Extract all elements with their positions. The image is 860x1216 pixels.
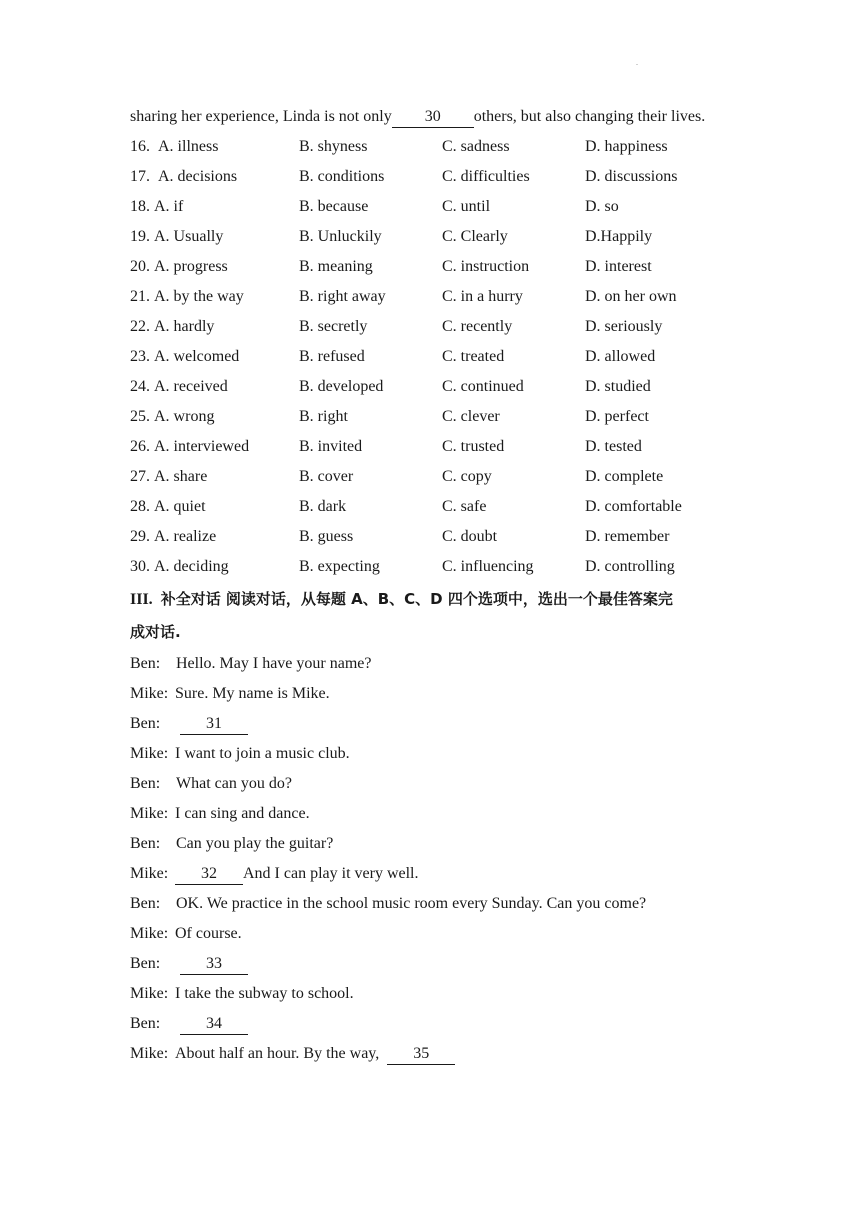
section-heading [130, 583, 730, 649]
question-number-and-option-a [130, 282, 244, 312]
option-c: C. safe [442, 498, 487, 515]
question-number: 17. [130, 168, 150, 185]
dialogue-text: I want to join a music club. [175, 745, 350, 762]
dialogue-line [130, 859, 730, 889]
answer-blank-30: 30 [392, 107, 474, 128]
question-number: 22. [130, 318, 150, 335]
question-row [130, 492, 730, 522]
option-c: C. instruction [442, 258, 530, 275]
question-row [130, 462, 730, 492]
question-number-and-option-a [130, 492, 206, 522]
option-c: C. until [442, 198, 491, 215]
question-number-and-option-a [130, 252, 228, 282]
dialogue-text: Of course. [175, 925, 242, 942]
section-title-line1: 补全对话 阅读对话，从每题 A、B、C、D 四个选项中，选出一个最佳答案完 [160, 590, 673, 608]
speaker-label: Ben: [130, 775, 161, 792]
option-a: A. interviewed [154, 438, 250, 455]
option-a: A. received [154, 378, 228, 395]
dialogue-text: I can sing and dance. [175, 805, 310, 822]
option-a: A. hardly [154, 318, 215, 335]
option-c: C. influencing [442, 558, 534, 575]
option-b: B. meaning [299, 258, 373, 275]
question-row [130, 252, 730, 282]
option-d: D. studied [585, 378, 651, 395]
option-d: D. seriously [585, 318, 663, 335]
option-b: B. right [299, 408, 348, 425]
option-c: C. clever [442, 408, 500, 425]
intro-text-before: sharing her experience, Linda is not only [130, 108, 392, 125]
option-d: D. interest [585, 258, 652, 275]
speaker-label: Mike: [130, 685, 169, 702]
speaker-label: Mike: [130, 745, 169, 762]
dialogue-line [130, 919, 730, 949]
question-number-and-option-a [130, 312, 214, 342]
option-c: C. sadness [442, 138, 510, 155]
option-b: B. guess [299, 528, 354, 545]
option-a: A. realize [154, 528, 217, 545]
dialogue-line [130, 649, 730, 679]
option-b: B. expecting [299, 558, 380, 575]
dialogue-line [130, 829, 730, 859]
option-b: B. because [299, 198, 369, 215]
option-a: A. quiet [154, 498, 206, 515]
speaker-label: Mike: [130, 925, 169, 942]
speaker-label: Mike: [130, 1045, 169, 1062]
question-number: 18. [130, 198, 150, 215]
speaker-label: Ben: [130, 895, 161, 912]
speaker-label: Ben: [130, 955, 161, 972]
speaker-label: Mike: [130, 805, 169, 822]
dialogue-line [130, 679, 730, 709]
question-number: 25. [130, 408, 150, 425]
speaker-label: Ben: [130, 655, 161, 672]
dialogue-line [130, 949, 730, 979]
option-d: D. so [585, 198, 619, 215]
question-number-and-option-a [130, 402, 214, 432]
option-b: B. cover [299, 468, 354, 485]
option-c: C. Clearly [442, 228, 508, 245]
question-number-and-option-a [130, 342, 239, 372]
option-c: C. trusted [442, 438, 505, 455]
answer-blank-32: 32 [175, 864, 243, 885]
option-b: B. dark [299, 498, 347, 515]
question-number-and-option-a [130, 552, 229, 582]
option-a: A. progress [154, 258, 228, 275]
option-a: A. Usually [154, 228, 224, 245]
option-d: D. controlling [585, 558, 675, 575]
question-row [130, 402, 730, 432]
dialogue-text: Hello. May I have your name? [176, 655, 372, 672]
option-b: B. refused [299, 348, 365, 365]
speaker-label: Ben: [130, 835, 161, 852]
option-b: B. Unluckily [299, 228, 382, 245]
dialogue-text: OK. We practice in the school music room every Sunday. Can you come? [176, 895, 647, 912]
question-number: 20. [130, 258, 150, 275]
dialogue [130, 649, 730, 1069]
dialogue-line [130, 1039, 730, 1069]
question-number-and-option-a [130, 432, 249, 462]
question-row [130, 372, 730, 402]
dialogue-line [130, 889, 730, 919]
option-a: A. illness [158, 138, 219, 155]
option-d: D. discussions [585, 168, 678, 185]
dialogue-text: I take the subway to school. [175, 985, 354, 1002]
question-number-and-option-a [130, 462, 207, 492]
question-row [130, 552, 730, 582]
dialogue-line [130, 1009, 730, 1039]
dialogue-text: Can you play the guitar? [176, 835, 334, 852]
question-number: 27. [130, 468, 150, 485]
answer-blank-33: 33 [180, 954, 248, 975]
option-b: B. secretly [299, 318, 368, 335]
question-row [130, 432, 730, 462]
option-a: A. wrong [154, 408, 215, 425]
option-b: B. developed [299, 378, 384, 395]
option-b: B. invited [299, 438, 363, 455]
document-body [130, 102, 730, 1069]
option-a: A. by the way [154, 288, 244, 305]
option-d: D. comfortable [585, 498, 682, 515]
question-number: 26. [130, 438, 150, 455]
dialogue-line [130, 979, 730, 1009]
option-a: A. if [154, 198, 184, 215]
dialogue-line [130, 739, 730, 769]
dialogue-line [130, 769, 730, 799]
page-mark: . [636, 58, 638, 67]
dialogue-text-after: And I can play it very well. [243, 865, 419, 882]
option-c: C. doubt [442, 528, 498, 545]
question-number-and-option-a [130, 162, 237, 192]
question-row [130, 192, 730, 222]
dialogue-text: About half an hour. By the way, [175, 1045, 380, 1062]
question-row [130, 222, 730, 252]
question-number: 28. [130, 498, 150, 515]
question-row [130, 132, 730, 162]
answer-blank-31: 31 [180, 714, 248, 735]
option-d: D. allowed [585, 348, 656, 365]
intro-paragraph [130, 102, 730, 132]
option-d: D.Happily [585, 228, 653, 245]
option-a: A. welcomed [154, 348, 240, 365]
dialogue-line [130, 799, 730, 829]
question-number-and-option-a [130, 222, 223, 252]
answer-blank-35: 35 [387, 1044, 455, 1065]
option-a: A. deciding [154, 558, 229, 575]
question-number: 16. [130, 138, 150, 155]
question-row [130, 522, 730, 552]
question-row [130, 282, 730, 312]
intro-text-after: others, but also changing their lives. [473, 108, 706, 125]
option-d: D. remember [585, 528, 670, 545]
option-c: C. continued [442, 378, 524, 395]
answer-blank-34: 34 [180, 1014, 248, 1035]
question-row [130, 312, 730, 342]
speaker-label: Mike: [130, 865, 169, 882]
option-d: D. on her own [585, 288, 677, 305]
option-d: D. happiness [585, 138, 668, 155]
question-number-and-option-a [130, 132, 218, 162]
question-number: 19. [130, 228, 150, 245]
option-c: C. difficulties [442, 168, 530, 185]
question-number-and-option-a [130, 192, 183, 222]
speaker-label: Ben: [130, 1015, 161, 1032]
speaker-label: Mike: [130, 985, 169, 1002]
question-number-and-option-a [130, 372, 228, 402]
dialogue-text: What can you do? [176, 775, 292, 792]
option-d: D. tested [585, 438, 642, 455]
speaker-label: Ben: [130, 715, 161, 732]
option-c: C. in a hurry [442, 288, 523, 305]
question-number: 23. [130, 348, 150, 365]
option-c: C. copy [442, 468, 492, 485]
option-d: D. perfect [585, 408, 649, 425]
option-a: A. share [154, 468, 208, 485]
question-row [130, 162, 730, 192]
section-numeral: III. [130, 591, 153, 608]
option-d: D. complete [585, 468, 664, 485]
option-b: B. conditions [299, 168, 385, 185]
dialogue-line [130, 709, 730, 739]
question-number-and-option-a [130, 522, 216, 552]
option-c: C. recently [442, 318, 513, 335]
question-number: 21. [130, 288, 150, 305]
question-number: 30. [130, 558, 150, 575]
section-title-line2: 成对话. [130, 623, 181, 641]
option-b: B. right away [299, 288, 386, 305]
option-b: B. shyness [299, 138, 368, 155]
question-number: 24. [130, 378, 150, 395]
option-c: C. treated [442, 348, 505, 365]
option-a: A. decisions [158, 168, 238, 185]
question-row [130, 342, 730, 372]
question-number: 29. [130, 528, 150, 545]
dialogue-text: Sure. My name is Mike. [175, 685, 330, 702]
question-list [130, 132, 730, 582]
